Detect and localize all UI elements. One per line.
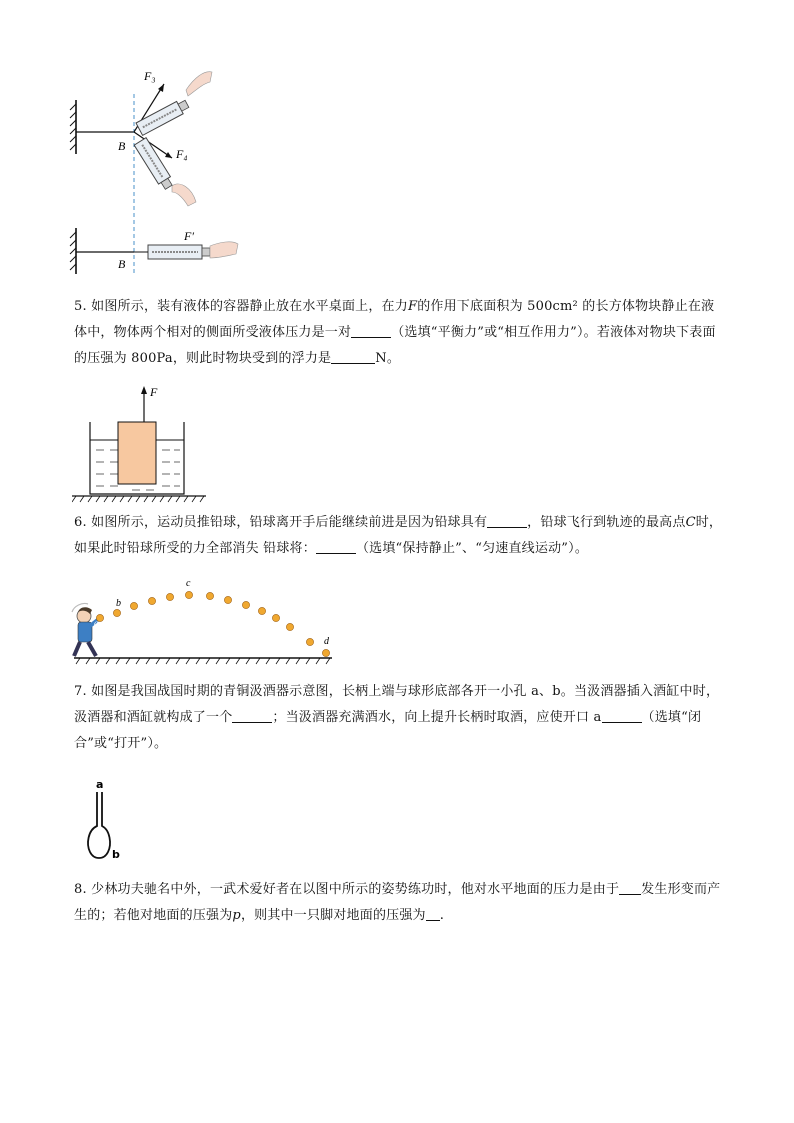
- answer-blank[interactable]: [487, 513, 527, 528]
- q5-text-2: 的作用下底面积为 500cm² 的长方体物块静止在液体中，物体两个相对的侧面所受液体压力是一对: [74, 299, 715, 340]
- label-f3: F₃: [144, 69, 156, 83]
- answer-blank[interactable]: [351, 323, 391, 338]
- shot-put-figure: [70, 576, 340, 666]
- label-b-lower: B: [118, 257, 126, 271]
- question-7-text: [74, 679, 724, 757]
- q8-pressure-p: p: [232, 908, 241, 923]
- label-f-prime: F′: [184, 229, 194, 243]
- question-8: [74, 877, 724, 929]
- q6-text-1: 如图所示，运动员推铅球，铅球离开手后能继续前进是因为铅球具有: [91, 515, 488, 530]
- q6-text-2: ，铅球飞行到轨迹的最高点: [527, 515, 686, 530]
- q5-text-4: N。: [375, 351, 401, 366]
- q6-text-4: （选填“保持静止”、“匀速直线运动”）。: [355, 541, 589, 556]
- wine-dipper-figure: [82, 778, 132, 864]
- q7-figure-label-b: b: [112, 848, 120, 861]
- answer-blank[interactable]: [426, 906, 440, 921]
- q5-number: 5.: [74, 299, 87, 314]
- q6-point-c: C: [685, 515, 696, 530]
- q7-text-1: 如图是我国战国时期的青铜汲酒器示意图，长柄上端与球形底部各开一小孔 a、b。当汲酒器插入酒缸中时，汲酒器和酒缸就构成了一个: [74, 684, 720, 725]
- question-5: [74, 294, 724, 372]
- q7-text-2: ；当汲酒器充满酒水，向上提升长柄时取酒，应使开口 a: [272, 710, 602, 725]
- q7-figure-label-a: a: [96, 778, 104, 791]
- answer-blank[interactable]: [331, 349, 375, 364]
- q7-number: 7.: [74, 684, 87, 699]
- q6-text-3: 时，如果此时铅球所受的力全部消失 铅球将：: [74, 515, 723, 556]
- q8-text-3: ，则其中一只脚对地面的压强为: [240, 908, 426, 923]
- q6-figure-label-d: d: [324, 636, 329, 647]
- question-8-text: [74, 877, 724, 929]
- q5-figure-label-f: F: [150, 385, 158, 399]
- question-6: [74, 510, 724, 562]
- q6-figure-label-a: a: [94, 618, 99, 628]
- answer-blank[interactable]: [316, 539, 356, 554]
- answer-blank[interactable]: [619, 880, 641, 895]
- container-figure: [72, 380, 212, 508]
- q8-text-1: 少林功夫驰名中外，一武术爱好者在以图中所示的姿势练功时，他对水平地面的压力是由于: [91, 882, 620, 897]
- q8-text-4: .: [439, 908, 445, 923]
- q5-force-f: F: [407, 299, 418, 314]
- spring-scale-figure: [68, 62, 248, 278]
- question-7: [74, 679, 724, 757]
- label-f4: F₄: [176, 147, 188, 161]
- label-b-upper: B: [118, 139, 126, 153]
- question-5-text: [74, 294, 724, 372]
- q6-number: 6.: [74, 515, 87, 530]
- q8-number: 8.: [74, 882, 87, 897]
- q7-text-3: （选填“闭合”或“打开”）。: [74, 710, 702, 751]
- answer-blank[interactable]: [602, 708, 642, 723]
- q8-text-2: 发生形变而产生的；若他对地面的压强为: [74, 882, 721, 923]
- q5-text-1: 如图所示，装有液体的容器静止放在水平桌面上，在力: [91, 299, 408, 314]
- q6-figure-label-c: c: [186, 578, 191, 589]
- question-6-text: [74, 510, 724, 562]
- answer-blank[interactable]: [232, 708, 272, 723]
- q6-figure-label-b: b: [116, 598, 121, 609]
- q5-text-3: （选填“平衡力”或“相互作用力”）。若液体对物块下表面的压强为 800Pa，则此时物块受到的浮力是: [74, 325, 716, 366]
